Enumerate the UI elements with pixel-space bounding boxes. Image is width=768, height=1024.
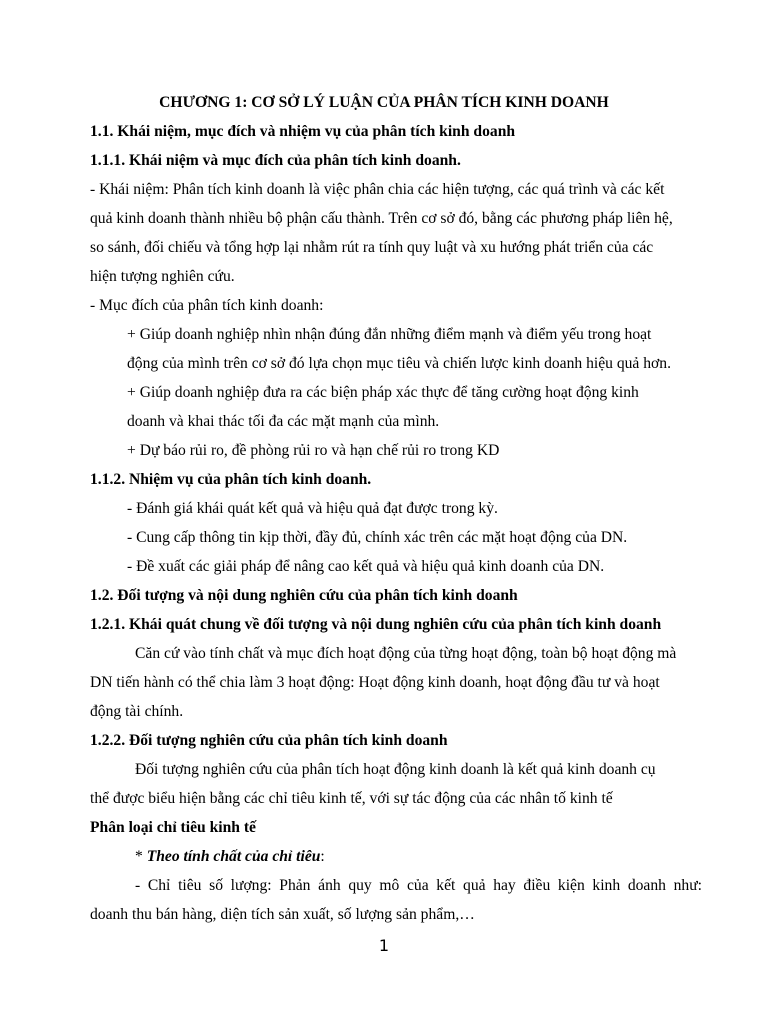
task-line: - Đề xuất các giải pháp để nâng cao kết quả và hiệu quả kinh doanh của DN. — [127, 558, 605, 575]
nature-line — [135, 847, 702, 867]
object-line: Đối tượng nghiên cứu của phân tích hoạt động kinh doanh là kết quả kinh doanh cụ — [135, 761, 656, 778]
nature-colon: : — [320, 848, 325, 865]
purpose-line: doanh và khai thác tối đa các mặt mạnh của mình. — [127, 413, 440, 430]
nature-label: Theo tính chất của chỉ tiêu — [146, 848, 321, 865]
heading-1-2-2: 1.2.2. Đối tượng nghiên cứu của phân tích kinh doanh — [90, 732, 448, 749]
object-line: thể được biểu hiện bằng các chỉ tiêu kinh tế, với sự tác động của các nhân tố kinh tế — [90, 790, 613, 807]
concept-line: - Khái niệm: Phân tích kinh doanh là việc phân chia các hiện tượng, các quá trình và các kết — [90, 181, 665, 198]
chapter-title: CHƯƠNG 1: CƠ SỞ LÝ LUẬN CỦA PHÂN TÍCH KINH DOANH — [159, 94, 609, 111]
heading-1-2-1: 1.2.1. Khái quát chung về đối tượng và nội dung nghiên cứu của phân tích kinh doanh — [90, 616, 662, 633]
general-line: động tài chính. — [90, 703, 184, 720]
quantity-line: doanh thu bán hàng, diện tích sản xuất, số lượng sản phẩm,… — [90, 906, 475, 923]
concept-line: quả kinh doanh thành nhiều bộ phận cấu thành. Trên cơ sở đó, bằng các phương pháp liên hệ, — [90, 210, 673, 227]
classification-heading: Phân loại chỉ tiêu kinh tế — [90, 819, 256, 836]
purpose-label: - Mục đích của phân tích kinh doanh: — [90, 297, 324, 314]
heading-1-1-1: 1.1.1. Khái niệm và mục đích của phân tích kinh doanh. — [90, 152, 461, 169]
heading-1-1: 1.1. Khái niệm, mục đích và nhiệm vụ của phân tích kinh doanh — [90, 123, 516, 140]
general-line: DN tiến hành có thể chia làm 3 hoạt động: Hoạt động kinh doanh, hoạt động đầu tư và hoạt — [90, 674, 660, 691]
concept-line: hiện tượng nghiên cứu. — [90, 268, 235, 285]
purpose-line: động của mình trên cơ sở đó lựa chọn mục tiêu và chiến lược kinh doanh hiệu quả hơn. — [127, 355, 671, 372]
general-line: Căn cứ vào tính chất và mục đích hoạt động của từng hoạt động, toàn bộ hoạt động mà — [135, 645, 677, 662]
task-line: - Cung cấp thông tin kịp thời, đầy đủ, chính xác trên các mặt hoạt động của DN. — [127, 529, 628, 546]
purpose-line: + Giúp doanh nghiệp nhìn nhận đúng đắn những điểm mạnh và điểm yếu trong hoạt — [127, 326, 652, 343]
purpose-line: + Giúp doanh nghiệp đưa ra các biện pháp xác thực để tăng cường hoạt động kinh — [127, 384, 639, 401]
page-number: 1 — [378, 936, 390, 955]
nature-star: * — [135, 848, 147, 865]
concept-line: so sánh, đối chiếu và tổng hợp lại nhằm rút ra tính quy luật và xu hướng phát triển của các — [90, 239, 654, 256]
task-line: - Đánh giá khái quát kết quả và hiệu quả đạt được trong kỳ. — [127, 500, 498, 517]
purpose-line: + Dự báo rủi ro, đề phòng rủi ro và hạn chế rủi ro trong KD — [127, 442, 500, 459]
quantity-line: - Chỉ tiêu số lượng: Phản ánh quy mô của kết quả hay điều kiện kinh doanh như: — [135, 877, 702, 894]
heading-1-2: 1.2. Đối tượng và nội dung nghiên cứu của phân tích kinh doanh — [90, 587, 518, 604]
heading-1-1-2: 1.1.2. Nhiệm vụ của phân tích kinh doanh. — [90, 471, 372, 488]
